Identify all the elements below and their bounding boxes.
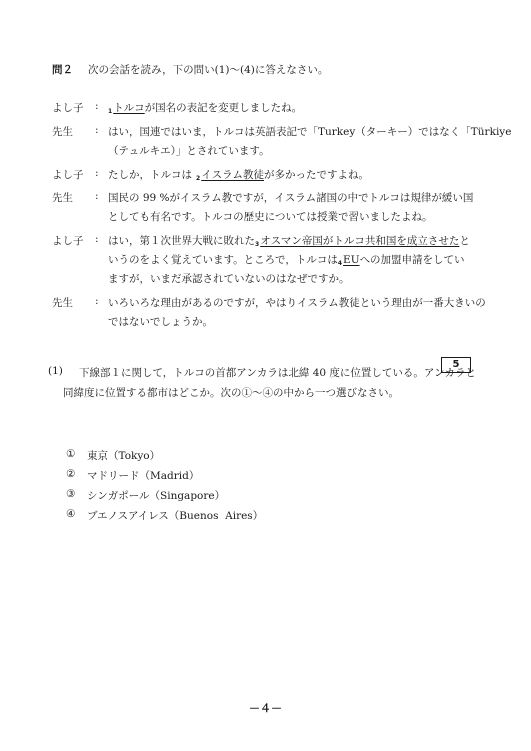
colon: : — [95, 295, 99, 307]
speaker-teacher: 先生 — [52, 192, 73, 204]
sub-question-text: 同緯度に位置する都市はどこか。次の①〜④の中から一つ選びなさい。 — [63, 387, 399, 399]
underlined-text: イスラム教徒 — [201, 169, 264, 181]
question-instruction: 次の会話を読み，下の問い(1)〜(4)に答えなさい。 — [88, 64, 329, 76]
speaker-yoshiko: よし子 — [52, 235, 84, 247]
option-text: ブエノスアイレス（Buenos Aires） — [87, 510, 264, 522]
option-number: ① — [66, 448, 76, 460]
dialogue-text: が国名の表記を変更しましたね。 — [144, 102, 303, 114]
dialogue-text: ますが，いまだ承認されていないのはなぜですか。 — [108, 273, 350, 285]
answer-number-box: 5 — [441, 357, 471, 373]
option-number: ③ — [66, 488, 76, 500]
colon: : — [95, 233, 99, 245]
option-text: シンガポール（Singapore） — [87, 490, 226, 502]
dialogue-text: ではないでしょうか。 — [108, 316, 213, 328]
question-label: 問２ — [52, 64, 73, 76]
underlined-text: トルコ — [113, 102, 145, 114]
underlined-text: オスマン帝国がトルコ共和国を成立させた — [260, 235, 460, 247]
option-number: ② — [66, 468, 76, 480]
dialogue-text: はい，第１次世界大戦に敗れた — [108, 235, 255, 247]
dialogue-text: と — [459, 235, 470, 247]
dialogue-text: としても有名です。トルコの歴史については授業で習いましたよね。 — [108, 211, 433, 223]
colon: : — [95, 100, 99, 112]
underlined-text: EU — [343, 254, 360, 266]
underline-marker: 1 — [108, 108, 113, 115]
option-text: 東京（Tokyo） — [87, 450, 161, 462]
dialogue-line — [108, 100, 302, 115]
speaker-teacher: 先生 — [52, 297, 73, 309]
colon: : — [95, 167, 99, 179]
option-number: ④ — [66, 508, 76, 520]
dialogue-text: が多かったですよね。 — [263, 169, 369, 181]
speaker-yoshiko: よし子 — [52, 169, 84, 181]
underline-marker: 4 — [337, 260, 343, 267]
colon: : — [95, 190, 99, 202]
sub-question-text: 下線部１に関して，トルコの首都アンカラは北緯 40 度に位置している。アンカラと — [79, 367, 476, 379]
dialogue-text: いうのをよく覚えています。ところで，トルコは — [108, 254, 338, 266]
dialogue-text: 国民の 99 %がイスラム教ですが，イスラム諸国の中でトルコは規律が緩い国 — [108, 192, 474, 204]
dialogue-text: いろいろな理由があるのですが，やはりイスラム教徒という理由が一番大きいの — [108, 297, 486, 309]
sub-question-number: (1) — [48, 365, 63, 377]
option-text: マドリード（Madrid） — [87, 470, 200, 482]
dialogue-line — [108, 252, 465, 267]
page-number: －４－ — [249, 702, 282, 715]
speaker-yoshiko: よし子 — [52, 102, 84, 114]
speaker-teacher: 先生 — [52, 126, 73, 138]
dialogue-line — [108, 167, 369, 182]
dialogue-text: はい，国連ではいま，トルコは英語表記で「Turkey（ターキー）ではなく「Türkiye — [108, 126, 512, 138]
dialogue-text: への加盟申請をしてい — [359, 254, 465, 266]
dialogue-line — [108, 233, 470, 248]
dialogue-text: たしか，トルコは — [108, 169, 192, 181]
colon: : — [95, 124, 99, 136]
dialogue-text: （テュルキエ）」とされています。 — [108, 145, 270, 157]
underline-marker: 2 — [196, 175, 201, 182]
underline-marker: 3 — [255, 241, 260, 248]
